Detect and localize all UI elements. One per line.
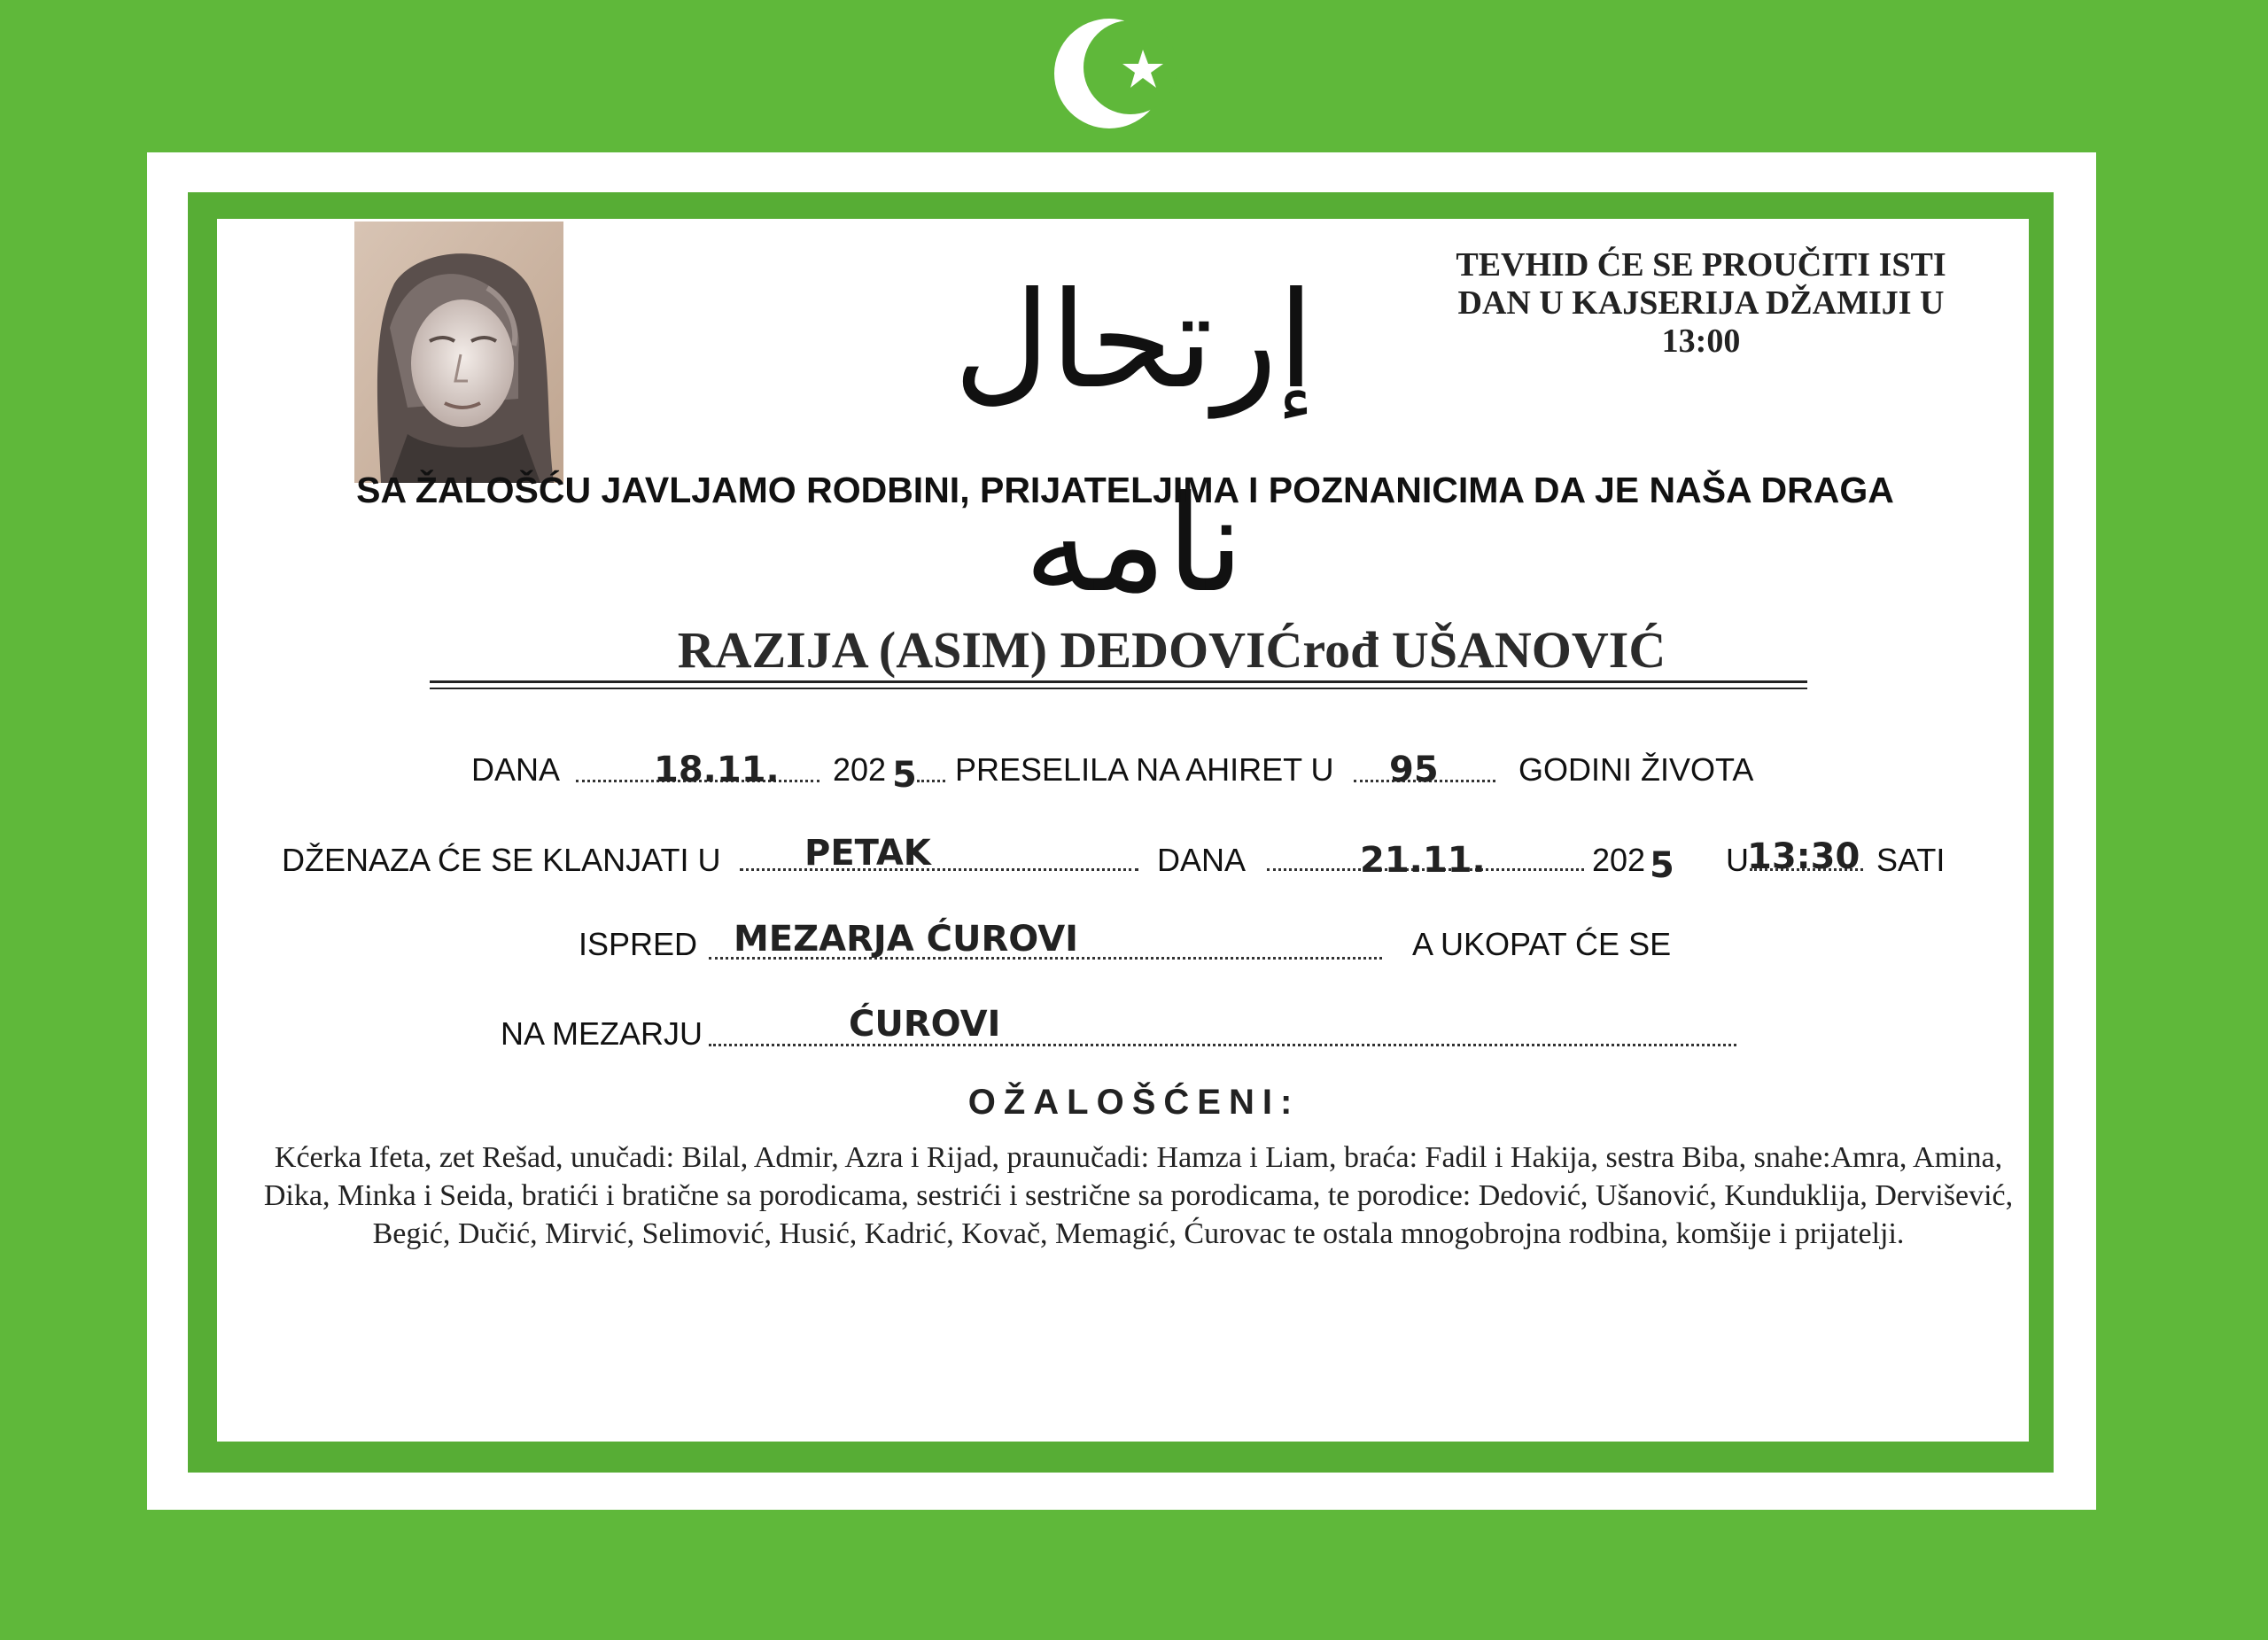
funeral-time: 13:30	[1747, 836, 1860, 877]
tevhid-line-1: TEVHID ĆE SE PROUČITI ISTI	[1456, 246, 1946, 284]
name-underline-double	[430, 688, 1807, 689]
deceased-name: RAZIJA (ASIM) DEDOVIĆrođ UŠANOVIĆ	[677, 621, 1666, 679]
dotted-line	[917, 780, 945, 782]
portrait-photo	[354, 222, 563, 483]
funeral-day: PETAK	[804, 833, 931, 874]
label-u: U	[1726, 842, 1749, 878]
year-prefix: 202	[833, 751, 887, 788]
label-godini: GODINI ŽIVOTA	[1518, 751, 1754, 788]
label-sati: SATI	[1876, 842, 1946, 878]
burial-place: ĆUROVI	[849, 1004, 1001, 1045]
crescent-star-icon	[1054, 16, 1183, 131]
label-ukopat: A UKOPAT ĆE SE	[1412, 926, 1672, 962]
label-mezarju: NA MEZARJU	[501, 1015, 703, 1052]
age: 95	[1389, 750, 1439, 790]
label-dana: DANA	[471, 751, 561, 788]
tevhid-notice	[1382, 246, 2020, 361]
funeral-date: 21.11.	[1360, 840, 1486, 881]
mourners-text: Kćerka Ifeta, zet Rešad, unučadi: Bilal, Admir, Azra i Rijad, praunučadi: Hamza i Liam, braća: Fadil i Hakija, sestra Biba, snahe:Amra, Amina, Dika, Minka i Seida, bratići i bratične sa porodicama, sestrići i sestrične sa porodicama, te porodice: Dedović, Ušanović, Kunduklija, Dervišević, Begić, Dučić, Mirvić, Selimović, Husić, Kadrić, Kovač, Memagić, Ćurovac te ostala mnogobrojna rodbina, komšije i prijatelji.	[263, 1141, 2014, 1250]
announcement-text: SA ŽALOŠĆU JAVLJAMO RODBINI, PRIJATELJIMA I POZNANICIMA DA JE NAŠA DRAGA	[356, 470, 1894, 510]
dotted-line	[740, 868, 1138, 871]
year-digit-2: 5	[1650, 845, 1674, 886]
year-prefix-2: 202	[1592, 842, 1646, 878]
label-preselila: PRESELILA NA AHIRET U	[955, 751, 1334, 788]
arabic-heading: إرتحال نامه	[953, 264, 1315, 622]
name-underline	[430, 680, 1807, 683]
tevhid-line-2: DAN U KAJSERIJA DŽAMIJI U	[1457, 284, 1945, 322]
label-dana-2: DANA	[1157, 842, 1247, 878]
mourners-heading: OŽALOŠĆENI:	[967, 1083, 1301, 1122]
label-ispred: ISPRED	[579, 926, 698, 962]
death-date: 18.11.	[654, 750, 780, 790]
year-digit: 5	[892, 755, 917, 796]
funeral-place: MEZARJA ĆUROVI	[734, 919, 1079, 960]
label-klanjati: DŽENAZA ĆE SE KLANJATI U	[282, 842, 721, 878]
tevhid-line-3: 13:00	[1661, 323, 1741, 360]
